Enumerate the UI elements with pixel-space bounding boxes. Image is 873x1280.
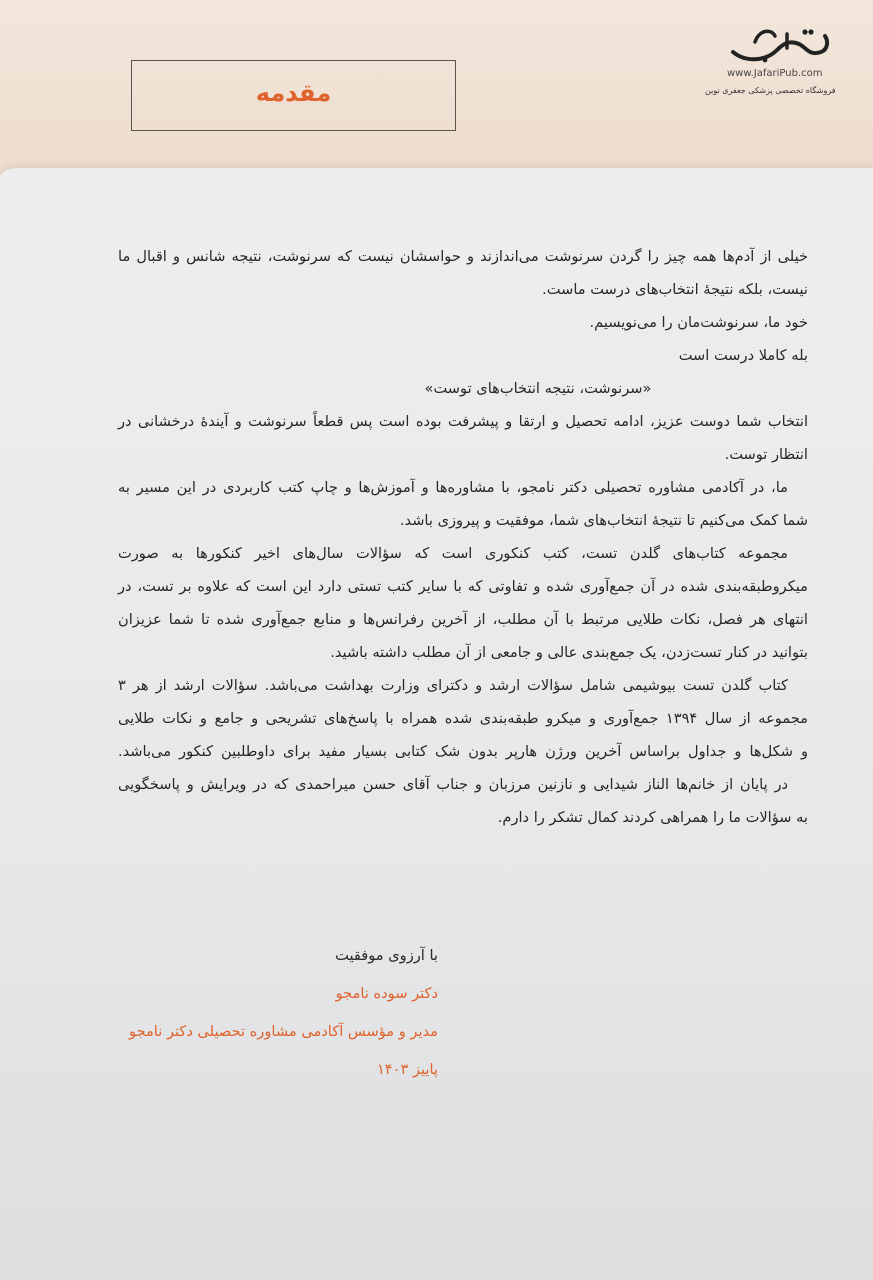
- text-line: انتهای هر فصل، نکات طلایی مرتبط با آن مطلب، از آخرین رفرانس‌ها و منابع جمع‌آوری شده تا شما عزیزان: [118, 611, 808, 628]
- signature-block: [118, 937, 438, 1089]
- author-role: مدیر و مؤسس آکادمی مشاوره تحصیلی دکتر نامجو: [129, 1023, 438, 1040]
- text-line: شما کمک می‌کنیم تا نتیجهٔ انتخاب‌های شما، موفقیت و پیروزی باشد.: [399, 512, 808, 529]
- text-line: نیست، بلکه نتیجهٔ انتخاب‌های درست ماست.: [542, 281, 808, 298]
- author-name: دکتر سوده نامجو: [335, 985, 438, 1002]
- page-title: مقدمه: [255, 79, 332, 107]
- text-line: بله کاملا درست است: [678, 347, 808, 364]
- logo-calligraphy-icon: [725, 22, 835, 68]
- logo-caption: فروشگاه تخصصی پزشکی جعفری نوین: [705, 86, 836, 95]
- quote-line: «سرنوشت، نتیجه انتخاب‌های توست»: [424, 380, 652, 397]
- text-line: در پایان از خانم‌ها الناز شیدایی و نازنین مرزبان و جناب آقای حسن میراحمدی که در ویرایش و پاسخگویی: [118, 776, 788, 793]
- logo-url: www.JafariPub.com: [727, 68, 823, 79]
- closing-greeting: با آرزوی موفقیت: [335, 947, 438, 964]
- text-line: انتظار توست.: [724, 446, 808, 463]
- signature-date: پاییز ۱۴۰۳: [376, 1061, 438, 1078]
- title-box: [131, 60, 456, 131]
- text-line: مجموعه کتاب‌های گلدن تست، کتب کنکوری است که سؤالات سال‌های اخیر کنکورها به صورت: [118, 545, 788, 562]
- text-line: ما، در آکادمی مشاوره تحصیلی دکتر نامجو، با مشاوره‌ها و آموزش‌ها و چاپ کتب کاربردی در این مسیر به: [118, 479, 788, 496]
- text-line: مجموعه از سال ۱۳۹۴ جمع‌آوری و میکرو طبقه‌بندی شده همراه با پاسخ‌های تشریحی و جامع و نکات طلایی: [118, 710, 808, 727]
- text-line: کتاب گلدن تست بیوشیمی شامل سؤالات ارشد و دکترای وزارت بهداشت می‌باشد. سؤالات ارشد از هر ۳: [118, 677, 788, 694]
- text-line: و شکل‌ها و جداول براساس آخرین ورژن هارپر بدون شک کتابی بسیار مفید برای داوطلبین کنکور می‌باشد.: [118, 743, 808, 760]
- text-line: خود ما، سرنوشت‌مان را می‌نویسیم.: [589, 314, 808, 331]
- text-line: بتوانید در کنار تست‌زدن، یک جمع‌بندی عالی و جامعی از آن مطلب داشته باشید.: [330, 644, 808, 661]
- intro-body: [118, 240, 808, 834]
- text-line: میکروطبقه‌بندی شده در آن جمع‌آوری شده و تفاوتی که با سایر کتب تستی دارد این است که علاوه بر تست، در: [118, 578, 808, 595]
- text-line: خیلی از آدم‌ها همه چیز را گردن سرنوشت می‌اندازند و حواسشان نیست که سرنوشت، نتیجه شانس و اقبال ما: [118, 248, 808, 265]
- publisher-logo: [705, 22, 865, 102]
- text-line: به سؤالات ما را همراهی کردند کمال تشکر را دارم.: [497, 809, 808, 826]
- text-line: انتخاب شما دوست عزیز، ادامه تحصیل و ارتقا و پیشرفت بوده است پس قطعاً سرنوشت و آیندهٔ درخشانی در: [118, 413, 808, 430]
